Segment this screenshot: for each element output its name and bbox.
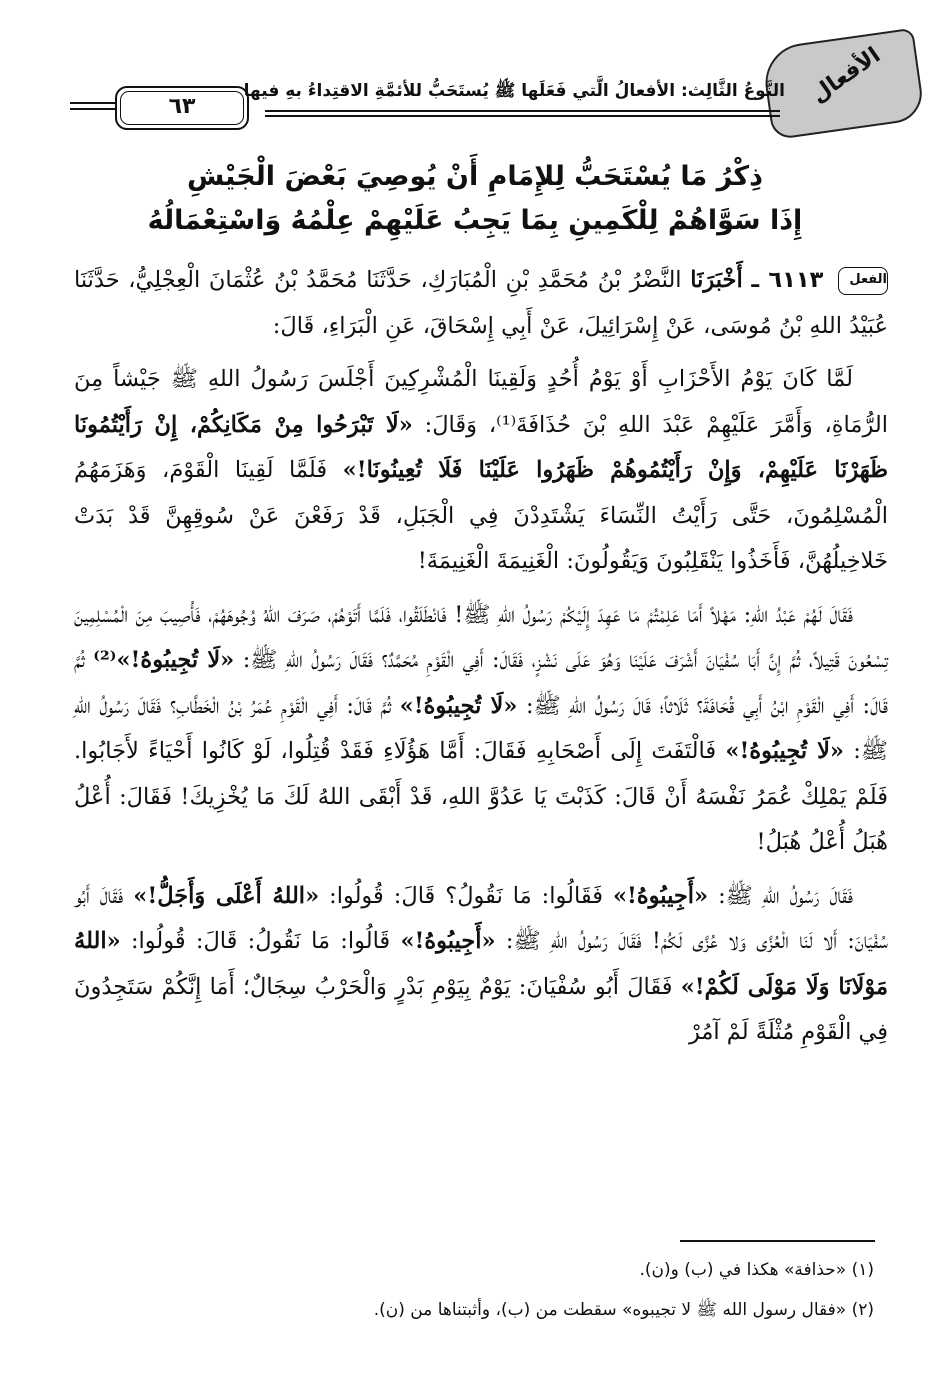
hadith-paragraph bbox=[74, 874, 888, 1056]
section-badge-label: الأفعال bbox=[806, 42, 886, 109]
isnad-lead: أَخْبَرَنَا bbox=[690, 267, 743, 293]
footnotes bbox=[74, 1250, 874, 1330]
hadith-text: قَالُوا: مَا نَقُولُ: قَالَ: قُولُوا: bbox=[130, 928, 391, 954]
prophetic-quote: «اللهُ أَعْلَى وَأَجَلُّ!» bbox=[133, 882, 320, 909]
prophetic-quote: «اللهُ مَوْلَانَا وَلَا مَوْلَى لَكُمْ!» bbox=[74, 928, 889, 1000]
hadith-text: ثُمَّ قَالَ: أَفِي الْقَوْمِ ابْنُ أَبِي قُحَافَةَ؟ ثَلَاثاً؛ قَالَ رَسُولُ اللهِ ﷺ: bbox=[74, 647, 889, 719]
footnote-rule bbox=[680, 1240, 875, 1242]
main-text bbox=[74, 258, 888, 1056]
footnote: (١) «حذافة» هكذا في (ب) و(ن). bbox=[639, 1260, 874, 1280]
prophetic-quote: «لَا تُجِيبُوهُ!» bbox=[725, 738, 844, 764]
running-head: النَّوعُ الثَّالِث: الأفعالُ الَّتي فَعَلَها ﷺ يُستَحَبُّ للأئمَّةِ الاقتِداءُ بهِ فيها bbox=[243, 81, 785, 101]
fil-icon: الفعل bbox=[838, 267, 888, 295]
isnad-paragraph bbox=[74, 258, 888, 349]
hadith-text: ثُمَّ قَالَ: أَفِي الْقَوْمِ عُمَرُ بْنُ الْخَطَّابِ؟ فَقَالَ رَسُولُ اللهِ ﷺ: bbox=[74, 692, 889, 764]
page-number-rule bbox=[70, 108, 115, 110]
page-header bbox=[70, 38, 920, 128]
hadith-text: فَلَمَّا لَقِينَا الْقَوْمَ، وَهَزَمَهُمُ الْمُسْلِمُونَ، حَتَّى رَأَيْتُ النِّسَاءَ يَشْتَدِدْنَ فِي الْجَبَلِ، قَدْ رَفَعْنَ عَنْ سُوقِهِنَّ قَدْ بَدَتْ خَلاخِيلُهُنَّ، فَأَخَذُوا يَنْقَلِبُونَ وَيَقُولُونَ: الْغَنِيمَةَ الْغَنِيمَةَ! bbox=[74, 457, 888, 574]
header-rule bbox=[265, 110, 780, 112]
prophetic-quote: «لَا تَبْرَحُوا مِنْ مَكَانِكُمْ، إِنْ رَأَيْتُمُونَا ظَهَرْنَا عَلَيْهِمْ، وَإِنْ رَأَيْتُمُوهُمْ ظَهَرُوا عَلَيْنَا فَلَا تُعِينُونَا!» bbox=[74, 411, 889, 483]
hadith-text: فَالْتَفَتَ إِلَى أَصْحَابِهِ فَقَالَ: أَمَّا هَؤُلَاءِ فَقَدْ قُتِلُوا، لَوْ كَانُوا أَحْيَاءً لأَجَابُوا. فَلَمْ يَمْلِكْ عُمَرُ نَفْسَهُ أَنْ قَالَ: كَذَبْتَ يَا عَدُوَّ اللهِ، قَدْ أَبْقَى اللهُ لَكَ مَا يُخْزِيكَ! فَقَالَ: أُعْلُ هُبَلُ أُعْلُ هُبَلُ! bbox=[74, 738, 888, 855]
footnote: (٢) «فقال رسول الله ﷺ لا تجيبوه» سقطت من (ب)، وأثبتناها من (ن). bbox=[373, 1300, 874, 1320]
prophetic-quote: «أَجِيبُوهُ!» bbox=[612, 882, 709, 909]
page-number-box bbox=[115, 86, 249, 130]
isnad-text: النَّضْرُ بْنُ مُحَمَّدِ بْنِ الْمُبَارَكِ، حَدَّثَنَا مُحَمَّدُ بْنُ عُثْمَانَ الْعِجْلِيُّ، حَدَّثَنَا عُبَيْدُ اللهِ بْنُ مُوسَى، عَنْ إِسْرَائِيلَ، عَنْ أَبِي إِسْحَاقَ، عَنِ الْبَرَاءِ، قَالَ: bbox=[74, 267, 888, 339]
prophetic-quote: «لَا تُجِيبُوهُ!»⁽²⁾ bbox=[93, 647, 235, 673]
hadith-text: فَقَالَ أَبُو سُفْيَانَ: أَلا لَنَا الْعُزَّى وَلا عُزَّى لَكُمْ! فَقَالَ رَسُولُ اللهِ ﷺ: bbox=[74, 882, 888, 954]
hadith-text: فَقَالُوا: مَا نَقُولُ؟ قَالَ: قُولُوا: bbox=[329, 882, 603, 909]
prophetic-quote: «أَجِيبُوهُ!» bbox=[400, 928, 496, 954]
prophetic-quote: «لَا تُجِيبُوهُ!» bbox=[399, 692, 518, 719]
hadith-paragraph bbox=[74, 593, 888, 866]
header-rule bbox=[265, 115, 780, 117]
chapter-title-line: إِذَا سَوَّاهُمْ لِلْكَمِينِ بِمَا يَجِبُ عَلَيْهِمْ عِلْمُهُ وَاسْتِعْمَالُهُ bbox=[147, 205, 803, 236]
chapter-title-line: ذِكْرُ مَا يُسْتَحَبُّ لِلإِمَامِ أَنْ يُوصِيَ بَعْضَ الْجَيْشِ bbox=[187, 161, 763, 192]
page-number-rule bbox=[70, 102, 115, 104]
hadith-text: فَقَالَ لَهُمْ عَبْدُ اللهِ: مَهْلاً أَمَا عَلِمْتُمْ مَا عَهِدَ إِلَيْكُمْ رَسُولُ اللهِ ﷺ! فَانْطَلَقُوا، فَلَمَّا أَتَوْهُمْ، صَرَفَ اللهُ وُجُوهَهُمْ، فَأُصِيبَ مِنَ الْمُسْلِمِينَ تِسْعُونَ قَتِيلاً، ثُمَّ إِنَّ أَبَا سُفْيَانَ أَشْرَفَ عَلَيْنَا وَهُوَ عَلَى نَشْزٍ، فَقَالَ: أَفِي الْقَوْمِ مُحَمَّدٌ؟ فَقَالَ رَسُولُ اللهِ ﷺ: bbox=[74, 601, 889, 673]
hadith-paragraph bbox=[74, 357, 888, 585]
hadith-text: لَمَّا كَانَ يَوْمُ الأَحْزَابِ أَوْ يَوْمُ أُحُدٍ وَلَقِينَا الْمُشْرِكِينَ أَجْلَسَ رَسُولُ اللهِ ﷺ جَيْشاً مِنَ الرُّمَاةِ، وَأَمَّرَ عَلَيْهِمْ عَبْدَ اللهِ بْنَ حُذَافَةَ⁽¹⁾، وَقَالَ: bbox=[74, 366, 888, 438]
hadith-number: ٦١١٣ ـ bbox=[751, 267, 824, 293]
hadith-text: فَقَالَ رَسُولُ اللهِ ﷺ: bbox=[718, 882, 853, 909]
chapter-title bbox=[70, 155, 880, 243]
page-number: ٦٣ bbox=[168, 94, 196, 119]
hadith-text: فَقَالَ أَبُو سُفْيَانَ: يَوْمٌ بِيَوْمِ بَدْرٍ وَالْحَرْبُ سِجَالٌ؛ أَمَا إِنَّكُمْ سَتَجِدُونَ فِي الْقَوْمِ مُثْلَةً لَمْ آمُرْ bbox=[74, 973, 888, 1045]
